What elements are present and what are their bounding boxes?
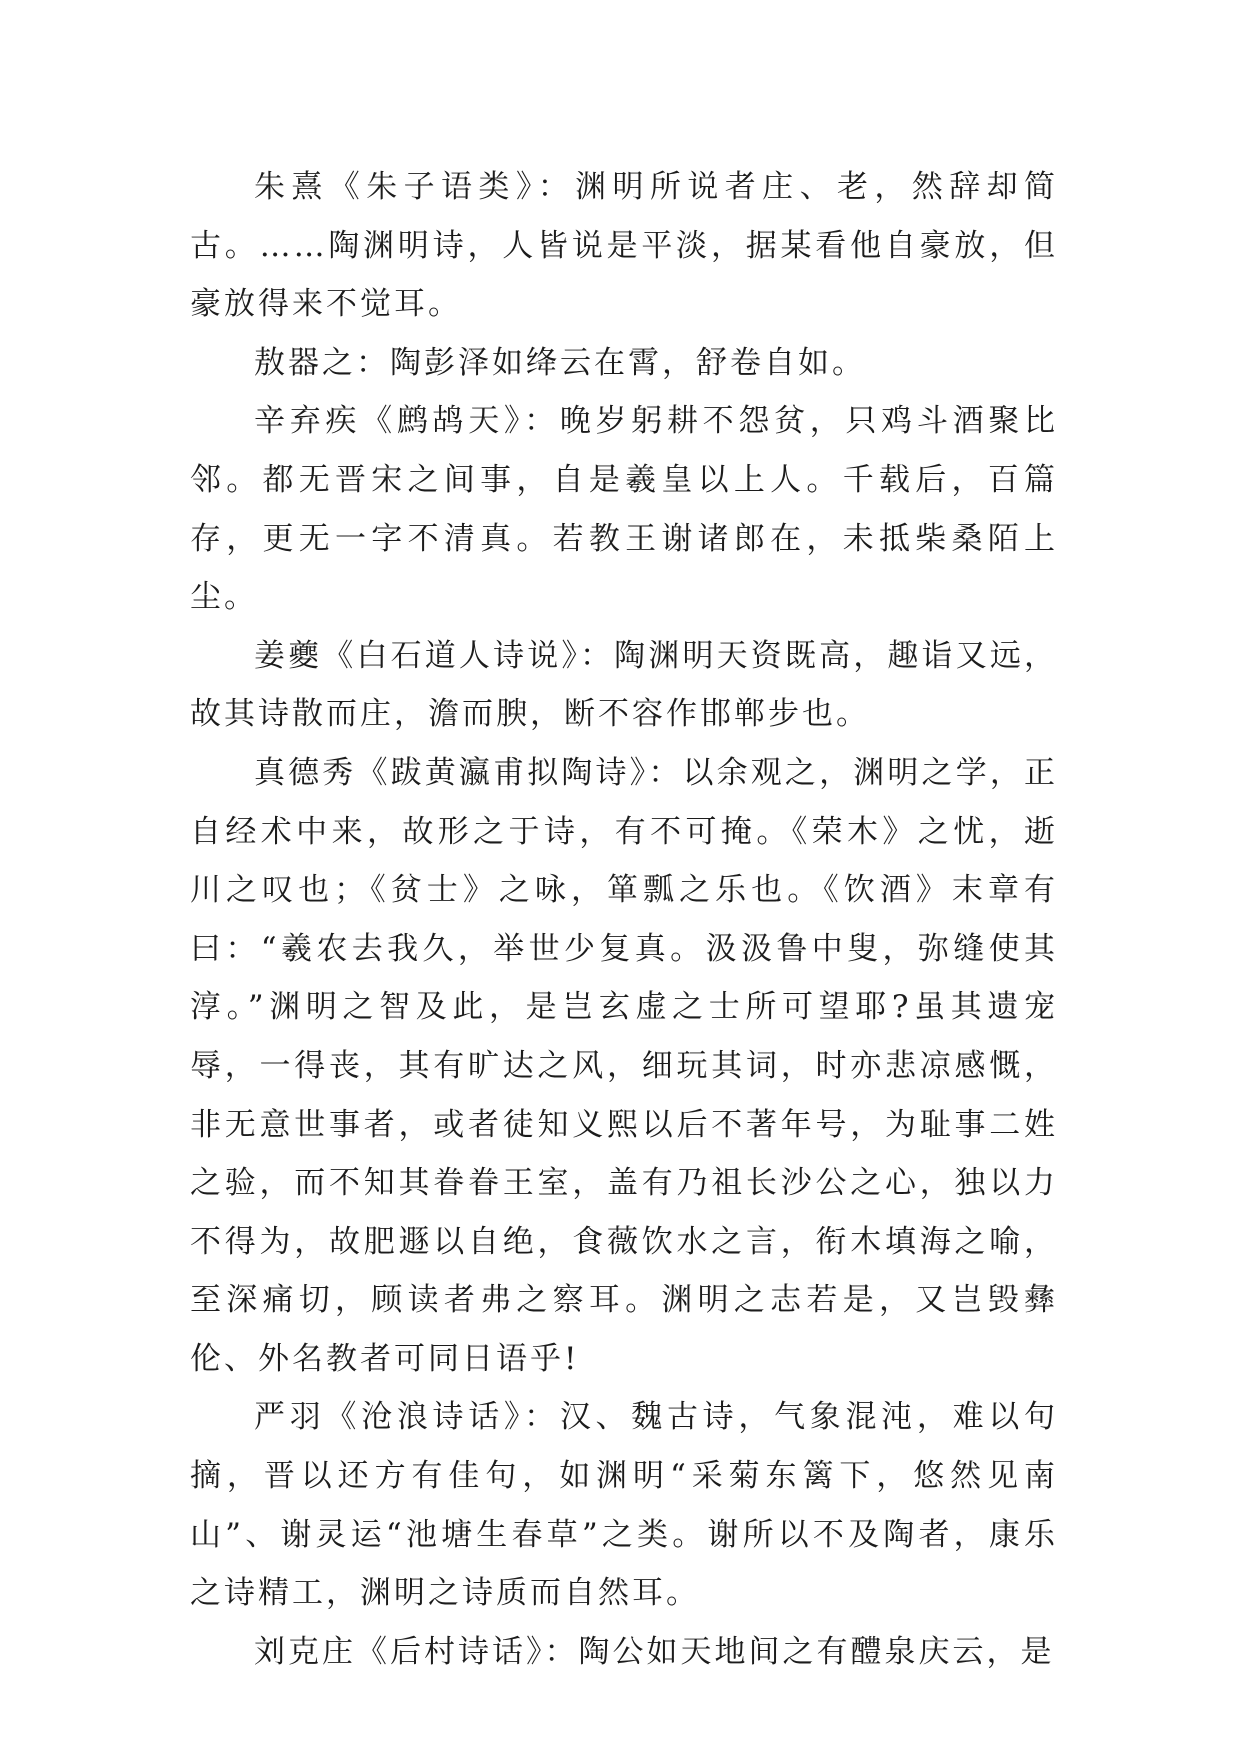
paragraph-zhen-dexiu: 真德秀《跋黄瀛甫拟陶诗》：以余观之，渊明之学，正自经术中来，故形之于诗，有不可掩。《荣木》之忧，逝川之叹也；《贫士》之咏，箪瓢之乐也。《饮酒》末章有曰：“羲农去我久，举世少复真。汲汲鲁中叟，弥缝使其淳。”渊明之智及此，是岂玄虚之士所可望耶?虽其遗宠辱，一得丧，其有旷达之风，细玩其词，时亦悲凉感慨，非无意世事者，或者徒知义熙以后不著年号，为耻事二姓之验，而不知其眷眷王室，盖有乃祖长沙公之心，独以力不得为，故肥遯以自绝，食薇饮水之言，衔木填海之喻，至深痛切，顾读者弗之察耳。渊明之志若是，又岂毁彝伦、外名教者可同日语乎!: [190, 754, 1058, 1377]
paragraph-zhu-xi: 朱熹《朱子语类》：渊明所说者庄、老，然辞却简古。……陶渊明诗，人皆说是平淡，据某看他自豪放，但豪放得来不觉耳。: [190, 169, 1058, 323]
paragraph-xin-qiji: 辛弃疾《鹧鸪天》：晚岁躬耕不怨贫，只鸡斗酒聚比邻。都无晋宋之间事，自是羲皇以上人。千载后，百篇存，更无一字不清真。若教王谢诸郎在，未抵柴桑陌上尘。: [190, 403, 1058, 616]
body-text: [190, 158, 1058, 1681]
paragraph-yan-yu: 严羽《沧浪诗话》：汉、魏古诗，气象混沌，难以句摘，晋以还方有佳句，如渊明“采菊东篱下，悠然见南山”、谢灵运“池塘生春草”之类。谢所以不及陶者，康乐之诗精工，渊明之诗质而自然耳。: [190, 1399, 1058, 1612]
paragraph-jiang-kui: 姜夔《白石道人诗说》：陶渊明天资既高，趣诣又远，故其诗散而庄，澹而腴，断不容作邯郸步也。: [190, 637, 1058, 733]
paragraph-ao-qizhi: 敖器之：陶彭泽如绛云在霄，舒卷自如。: [254, 344, 866, 381]
paragraph-liu-kezhuang: 刘克庄《后村诗话》：陶公如天地间之有醴泉庆云，是: [254, 1633, 1055, 1670]
